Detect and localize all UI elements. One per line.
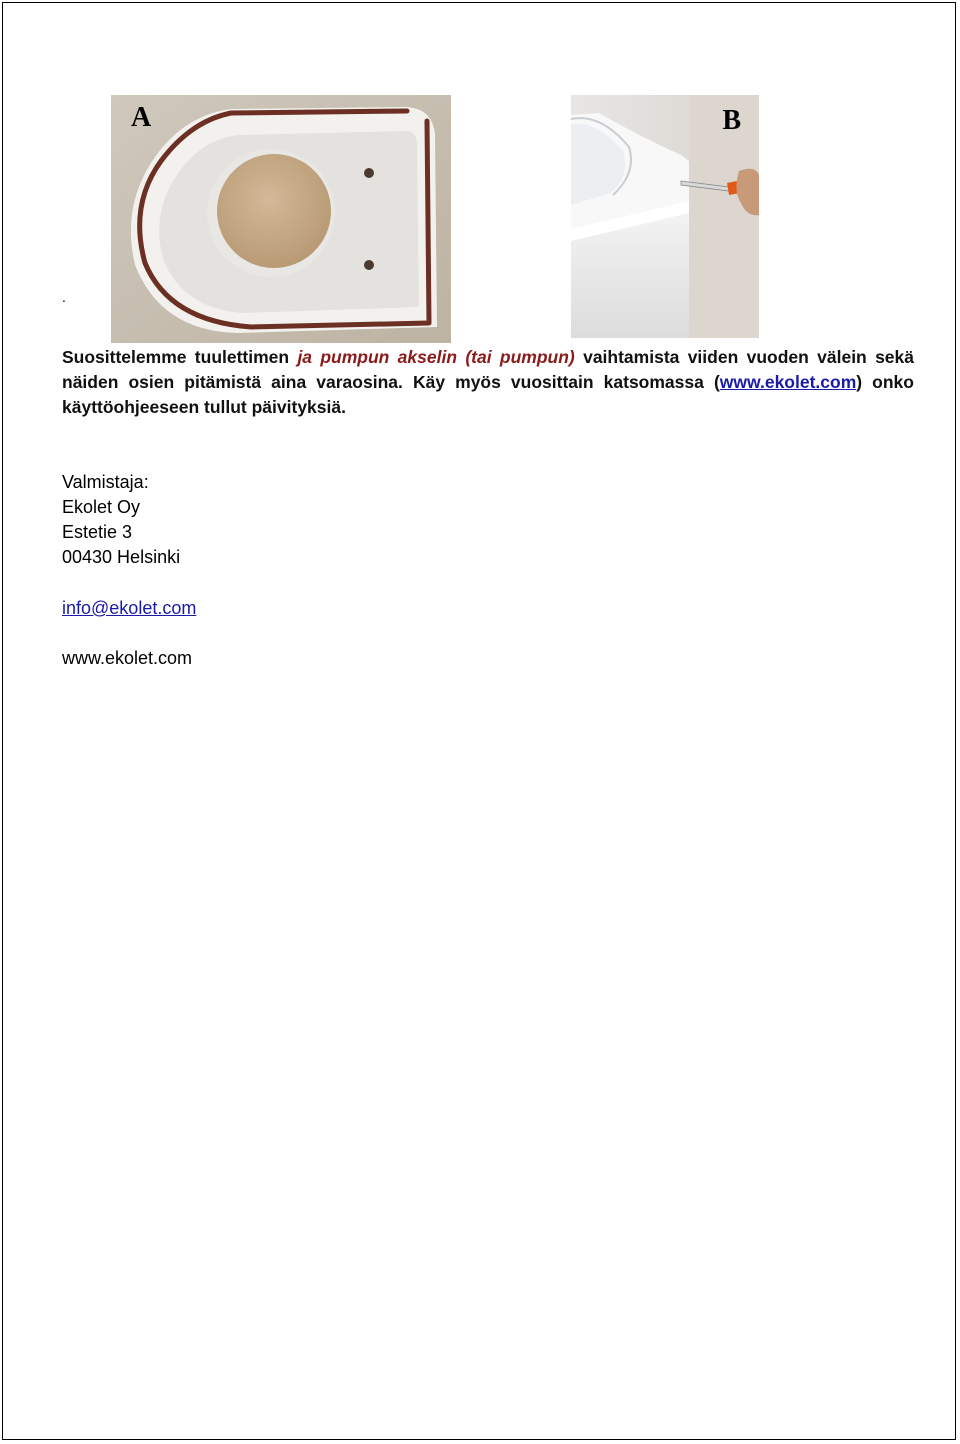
seat-underside-illustration <box>111 95 451 343</box>
maintenance-paragraph <box>62 345 914 420</box>
email-row <box>62 596 196 621</box>
email-link[interactable]: info@ekolet.com <box>62 598 197 618</box>
city-address: 00430 Helsinki <box>62 547 181 567</box>
website-link-inline[interactable]: www.ekolet.com <box>719 372 857 392</box>
street-address: Estetie 3 <box>62 522 133 542</box>
photo-a-label: A <box>131 102 152 133</box>
paragraph-text-2: vaihtamista viiden vuoden välein sekä näiden osien pitämistä aina varaosina. Käy myös vuosittain katsomassa ( <box>62 347 914 392</box>
paragraph-highlight: ja pumpun akselin (tai pumpun) <box>297 347 575 367</box>
photo-b-label: B <box>722 105 741 136</box>
manufacturer-heading: Valmistaja: <box>62 472 149 492</box>
paragraph-text-1: Suosittelemme tuulettimen <box>62 347 298 367</box>
website-text: www.ekolet.com <box>62 648 193 668</box>
company-name: Ekolet Oy <box>62 497 141 517</box>
photo-b <box>571 95 759 338</box>
photo-a <box>111 95 451 343</box>
stray-dot: . <box>62 289 66 305</box>
paragraph-text-3: ) onko käyttöohjeeseen tullut päivityksiä. <box>62 372 914 417</box>
